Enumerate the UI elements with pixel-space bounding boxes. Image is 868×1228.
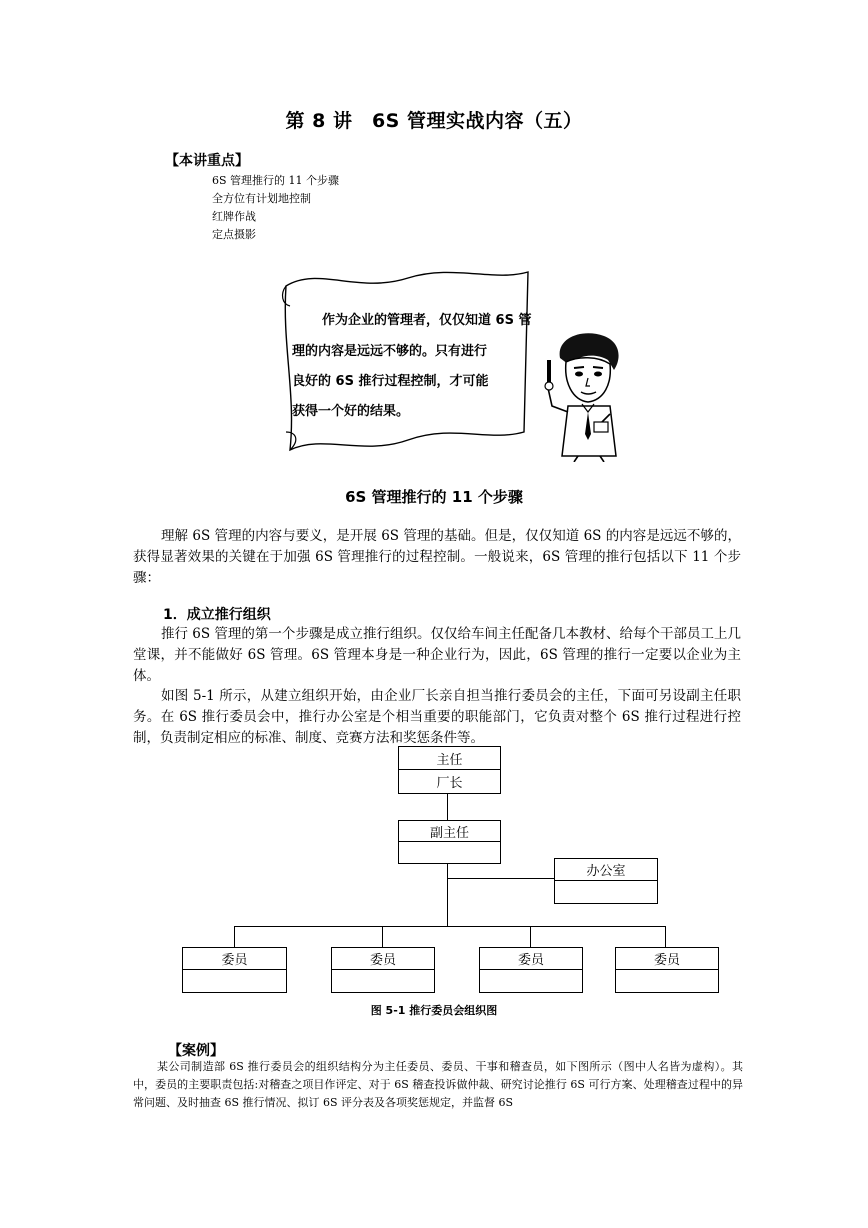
org-connector [447,794,448,820]
org-node-title: 委员 [616,948,718,970]
org-node-member [182,947,287,993]
org-node-title: 委员 [183,948,286,970]
key-points-heading: 【本讲重点】 [165,153,249,169]
org-connector [234,926,665,927]
callout-line: 良好的 6S 推行过程控制，才可能 [292,374,489,389]
org-node-deputy-director [398,820,501,864]
org-connector [665,926,666,947]
cartoon-manager-illustration [538,330,630,462]
step1-paragraph: 如图 5-1 所示，从建立组织开始，由企业厂长亲自担当推行委员会的主任，下面可另设副主任职务。在 6S 推行委员会中，推行办公室是个相当重要的职能部门，它负责对整个 6S 推行过程进行控制，负责制定相应的标准、制度、竞赛方法和奖惩条件等。 [133,688,741,746]
org-node-name: 厂长 [436,776,463,791]
org-node-member [331,947,435,993]
step1-heading: 1．成立推行组织 [163,607,271,623]
org-node-name [183,970,286,992]
org-node-director [398,746,501,794]
key-point-item: 6S 管理推行的 11 个步骤 [212,174,340,187]
org-connector [447,864,448,926]
org-connector [234,926,235,947]
org-node-name [332,970,434,992]
org-connector [447,878,554,879]
org-node-member [615,947,719,993]
callout-line: 理的内容是远远不够的。只有进行 [292,344,488,359]
page-title: 第 8 讲 6S 管理实战内容（五） [285,110,583,132]
callout-line: 获得一个好的结果。 [292,404,410,419]
org-connector [382,926,383,947]
org-node-office [554,858,658,904]
key-point-item: 全方位有计划地控制 [212,192,311,205]
case-heading: 【案例】 [168,1043,224,1059]
key-point-item: 红牌作战 [212,210,256,223]
case-paragraph: 某公司制造部 6S 推行委员会的组织结构分为主任委员、委员、干事和稽查员，如下图所示（图中人名皆为虚构）。其中，委员的主要职责包括:对稽查之项目作评定、对于 6S 稽查投诉做仲裁、研究讨论推行 6S 可行方案、处理稽查过程中的异常问题、及时抽查 6S 推行情况、拟订 6S 评分表及各项奖惩规定，并监督 6S [133,1060,743,1109]
step1-paragraph: 推行 6S 管理的第一个步骤是成立推行组织。仅仅给车间主任配备几本教材、给每个干部员工上几堂课，并不能做好 6S 管理。6S 管理本身是一种企业行为，因此，6S 管理的推行一定要以企业为主体。 [133,626,741,684]
org-node-name [399,842,500,863]
org-connector [530,926,531,947]
org-node-title: 委员 [480,948,582,970]
section-title: 6S 管理推行的 11 个步骤 [345,488,523,506]
org-node-name [480,970,582,992]
key-points-list [212,172,339,244]
callout-line: 作为企业的管理者，仅仅知道 6S 管 [322,313,532,328]
org-node-title: 委员 [332,948,434,970]
key-point-item: 定点摄影 [212,228,256,241]
org-node-title: 办公室 [555,859,657,881]
figure-caption: 图 5-1 推行委员会组织图 [370,1004,498,1017]
org-node-title: 主任 [399,747,500,770]
intro-paragraph: 理解 6S 管理的内容与要义，是开展 6S 管理的基础。但是，仅仅知道 6S 的内容是远远不够的，获得显著效果的关键在于加强 6S 管理推行的过程控制。一般说来，6S 管理的推行包括以下 11 个步骤： [133,528,741,586]
org-node-name [616,970,718,992]
org-node-title: 副主任 [399,821,500,842]
org-node-name [555,881,657,903]
scroll-illustration [278,264,538,459]
org-node-member [479,947,583,993]
